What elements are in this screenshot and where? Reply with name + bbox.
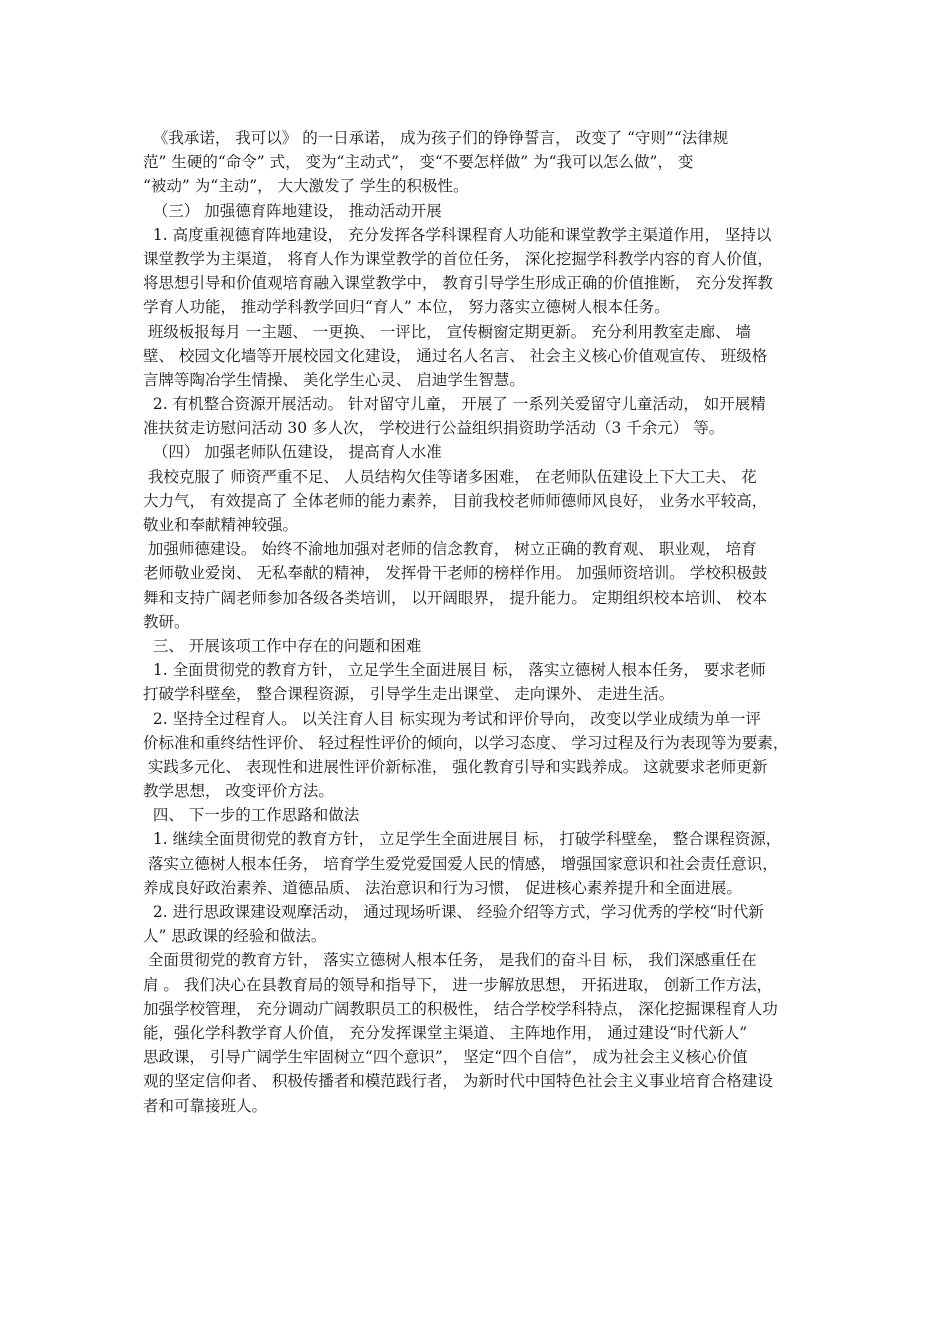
text-line: 2. 坚持全过程育人。 以关注育人目 标实现为考试和评价导向， 改变以学业成绩为单一评: [143, 709, 761, 728]
text-line: 人” 思政课的经验和做法。: [143, 927, 327, 946]
text-line: 思政课， 引导广阔学生牢固树立“四个意识”， 坚定“四个自信”， 成为社会主义核心价值: [143, 1048, 748, 1067]
text-line: （四） 加强老师队伍建设， 提高育人水准: [143, 443, 442, 462]
text-line: 1. 高度重视德育阵地建设， 充分发挥各学科课程育人功能和课堂教学主渠道作用， 坚持以: [143, 225, 772, 244]
text-line: 观的坚定信仰者、 积极传播者和模范践行者， 为新时代中国特色社会主义事业培育合格建设: [143, 1072, 773, 1091]
text-line: 三、 开展该项工作中存在的问题和困难: [143, 636, 422, 655]
text-line: 大力气， 有效提高了 全体老师的能力素养， 目前我校老师师德师风良好， 业务水平较高，: [143, 491, 768, 510]
text-line: 能，强化学科教学育人价值， 充分发挥课堂主渠道、 主阵地作用， 通过建设“时代新人”: [143, 1023, 748, 1042]
text-line: 范” 生硬的“命令” 式， 变为“主动式”， 变“不要怎样做” 为“我可以怎么做”， 变: [143, 153, 694, 172]
text-line: 者和可靠接班人。: [143, 1096, 268, 1115]
text-line: 加强学校管理， 充分调动广阔教职员工的积极性， 结合学校学科特点， 深化挖掘课程育人功: [143, 999, 778, 1018]
text-line: 2. 有机整合资源开展活动。 针对留守儿童， 开展了 一系列关爱留守儿童活动， 如开展精: [143, 395, 766, 414]
text-line: 老师敬业爱岗、 无私奉献的精神， 发挥骨干老师的榜样作用。 加强师资培训。 学校积极鼓: [143, 564, 768, 583]
text-line: （三） 加强德育阵地建设， 推动活动开展: [143, 201, 442, 220]
text-line: 养成良好政治素养、道德品质、 法治意识和行为习惯， 促进核心素养提升和全面进展。: [143, 878, 742, 897]
text-line: 2. 进行思政课建设观摩活动， 通过现场听课、 经验介绍等方式，学习优秀的学校“时代新: [143, 903, 764, 921]
text-line: 准扶贫走访慰问活动 30 多人次， 学校进行公益组织捐资助学活动（3 千余元） 等。: [143, 419, 725, 438]
text-line: 价标准和重终结性评价、 轻过程性评价的倾向，以学习态度、 学习过程及行为表现等为要素，: [143, 733, 789, 752]
text-line: 加强师德建设。 始终不渝地加强对老师的信念教育， 树立正确的教育观、 职业观， 培育: [143, 540, 757, 559]
text-line: 1. 全面贯彻党的教育方针， 立足学生全面进展目 标， 落实立德树人根本任务， 要求老师: [143, 661, 766, 680]
text-line: 《我承诺， 我可以》 的一日承诺， 成为孩子们的铮铮誓言， 改变了 “守则”“法律规: [143, 129, 729, 147]
text-line: 打破学科壁垒， 整合课程资源， 引导学生走出课堂、 走向课外、 走进生活。: [143, 685, 675, 704]
text-line: 将思想引导和价值观培育融入课堂教学中， 教育引导学生形成正确的价值推断， 充分发挥教: [143, 274, 773, 293]
text-line: 言牌等陶冶学生情操、 美化学生心灵、 启迪学生智慧。: [143, 370, 525, 389]
text-line: 教学思想， 改变评价方法。: [143, 782, 334, 801]
text-line: 四、 下一步的工作思路和做法: [143, 806, 360, 825]
text-line: 1. 继续全面贯彻党的教育方针， 立足学生全面进展目 标， 打破学科壁垒， 整合课程资源，: [143, 830, 782, 849]
text-line: 舞和支持广阔老师参加各级各类培训， 以开阔眼界， 提升能力。 定期组织校本培训、 校本: [143, 588, 768, 607]
text-line: 实践多元化、 表现性和进展性评价新标准， 强化教育引导和实践养成。 这就要求老师更新: [143, 757, 768, 776]
text-line: 敬业和奉献精神较强。: [143, 516, 299, 534]
text-line: “被动” 为“主动”， 大大激发了 学生的积极性。: [143, 177, 469, 196]
text-line: 我校克服了 师资严重不足、 人员结构欠佳等诸多困难， 在老师队伍建设上下大工夫、 花: [143, 467, 757, 486]
text-line: 全面贯彻党的教育方针， 落实立德树人根本任务， 是我们的奋斗目 标， 我们深感重任在: [143, 951, 757, 970]
text-line: 肩 。 我们决心在县教育局的领导和指导下， 进一步解放思想， 开拓进取， 创新工作方法，: [143, 975, 773, 994]
text-line: 学育人功能， 推动学科教学回归“育人” 本位， 努力落实立德树人根本任务。: [143, 298, 670, 317]
document-body: [143, 126, 823, 1118]
text-line: 班级板报每月 一主题、 一更换、 一评比， 宣传橱窗定期更新。 充分利用教室走廊、 墙: [143, 322, 751, 341]
text-line: 落实立德树人根本任务， 培育学生爱党爱国爱人民的情感， 增强国家意识和社会责任意识，: [143, 854, 778, 873]
text-line: 壁、 校园文化墙等开展校园文化建设， 通过名人名言、 社会主义核心价值观宣传、 班级格: [143, 346, 768, 365]
text-line: 教研。: [143, 612, 190, 631]
text-line: 课堂教学为主渠道， 将育人作为课堂教学的首位任务， 深化挖掘学科教学内容的育人价值，: [143, 249, 773, 268]
